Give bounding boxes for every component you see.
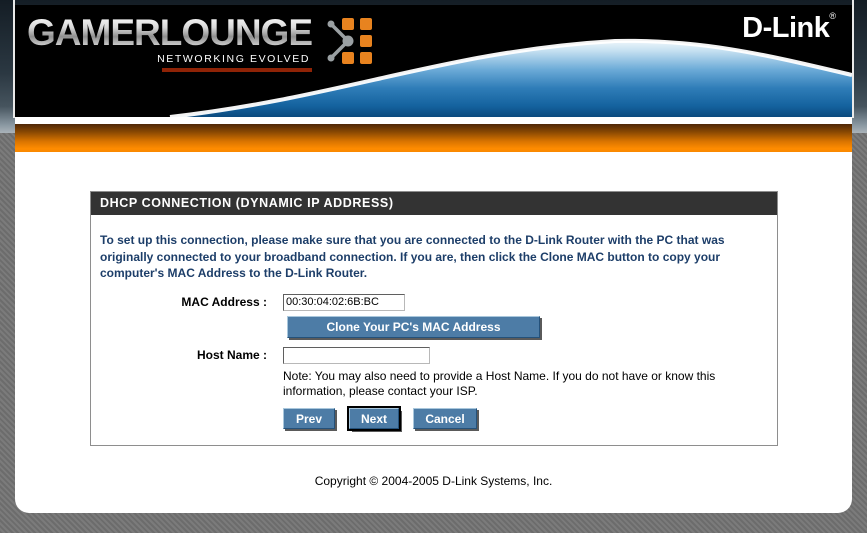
accent-bar xyxy=(15,124,852,152)
host-name-input[interactable] xyxy=(283,347,430,364)
next-button[interactable]: Next xyxy=(349,408,399,429)
copyright-text: Copyright © 2004-2005 D-Link Systems, Inc. xyxy=(314,474,553,488)
section-body xyxy=(91,215,777,445)
content-panel xyxy=(15,152,852,513)
host-name-label: Host Name : xyxy=(196,348,267,363)
clone-mac-button[interactable]: Clone Your PC's MAC Address xyxy=(287,316,540,338)
brand-name: GAMERLOUNGE xyxy=(27,12,312,53)
mac-address-row xyxy=(100,294,768,311)
mac-address-label: MAC Address : xyxy=(181,295,267,310)
site-header xyxy=(15,5,852,117)
registered-mark: ® xyxy=(829,11,836,21)
section-title: DHCP CONNECTION (DYNAMIC IP ADDRESS) xyxy=(91,192,777,215)
brand-tagline: NETWORKING EVOLVED xyxy=(157,53,310,65)
network-squares-icon xyxy=(320,17,376,65)
host-name-row xyxy=(100,347,768,364)
brand-underline xyxy=(162,68,312,72)
mac-address-input[interactable] xyxy=(283,294,405,311)
gamerlounge-logo-text xyxy=(27,12,312,72)
section-description: To set up this connection, please make sure that you are connected to the D-Link Router with the PC that was originally connected to your broadband connection. If you are, then click the Clone MAC button to copy your computer's MAC Address to the D-Link Router. xyxy=(100,233,725,281)
gamerlounge-logo xyxy=(27,12,376,72)
cancel-button[interactable]: Cancel xyxy=(413,408,477,429)
wizard-buttons-row xyxy=(283,408,768,429)
host-name-note: Note: You may also need to provide a Host Name. If you do not have or know this information, please contact your ISP. xyxy=(283,368,716,398)
dlink-logo-text: D-Link xyxy=(742,12,830,44)
prev-button[interactable]: Prev xyxy=(283,408,335,429)
header-divider-gap xyxy=(15,117,852,124)
dhcp-connection-section xyxy=(90,191,778,446)
dlink-logo xyxy=(742,11,836,45)
